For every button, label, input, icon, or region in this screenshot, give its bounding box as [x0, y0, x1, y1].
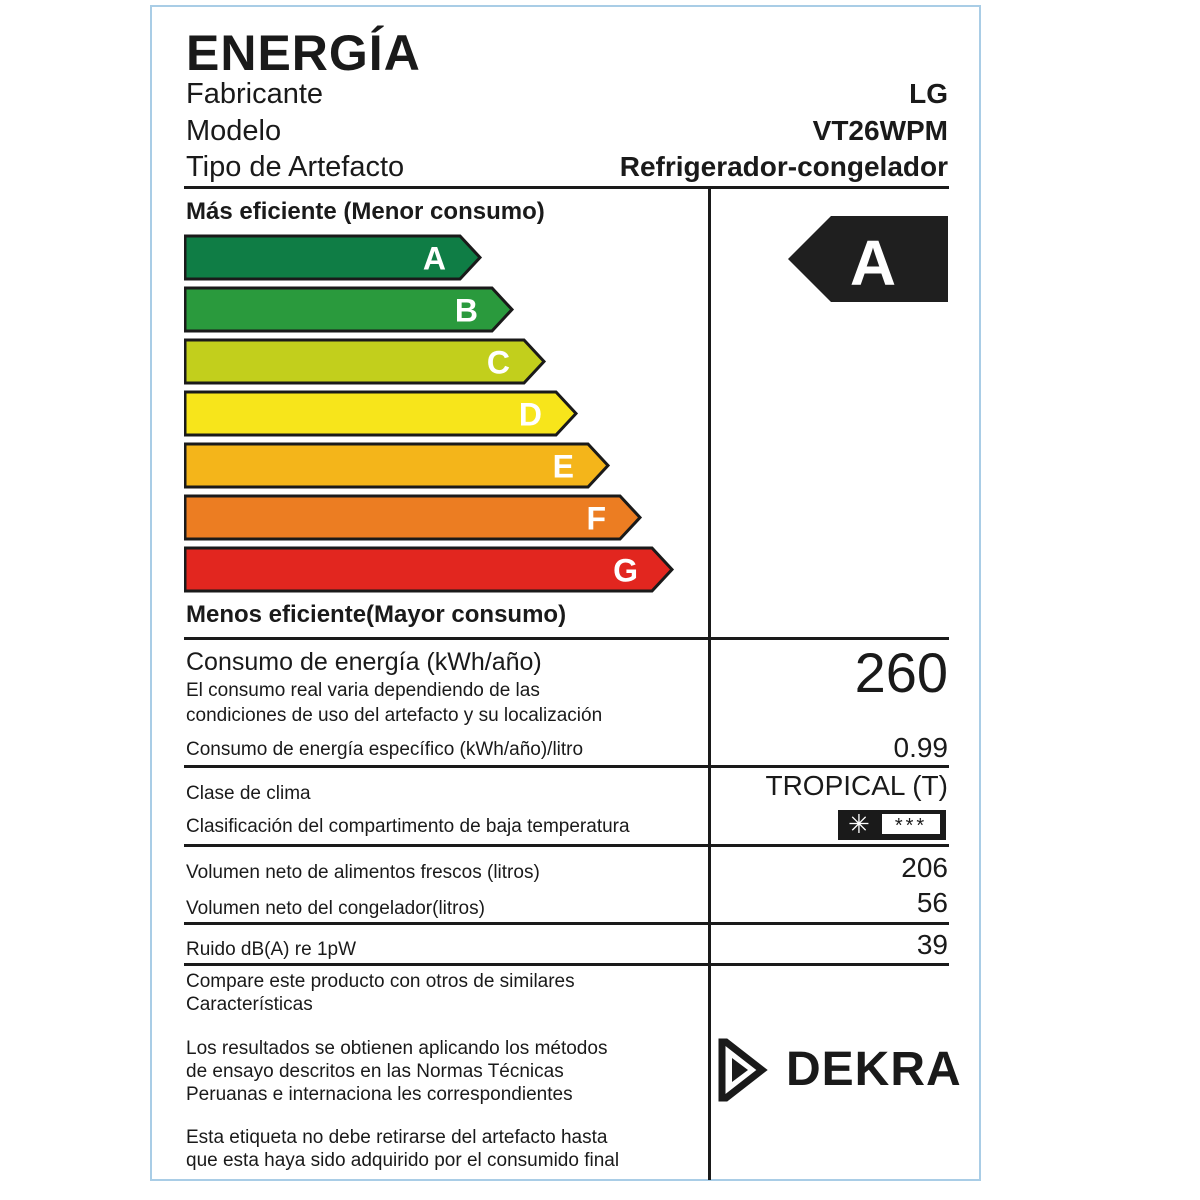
- efficiency-bars: [184, 234, 704, 596]
- results-text: [186, 1037, 686, 1106]
- scale-bottom-caption: Menos eficiente(Mayor consumo): [186, 601, 567, 628]
- freezer-stars: ***: [882, 814, 940, 834]
- noise-value: 39: [916, 929, 948, 960]
- appliance-type-label: Tipo de Artefacto: [186, 151, 405, 183]
- model-label: Modelo: [186, 115, 282, 147]
- divider-header: [184, 186, 949, 189]
- divider-climate: [184, 844, 949, 847]
- efficiency-bar-d: [185, 392, 576, 435]
- efficiency-letter-f: F: [586, 500, 606, 537]
- divider-scale: [184, 637, 949, 640]
- results-line3: Peruanas e internaciona les correspondientes: [186, 1084, 573, 1105]
- rating-letter: A: [849, 227, 897, 299]
- climate-class-value: TROPICAL (T): [765, 770, 948, 801]
- divider-noise: [184, 963, 949, 966]
- efficiency-letter-d: D: [518, 396, 542, 433]
- compare-line2: Características: [186, 994, 313, 1015]
- results-line1: Los resultados se obtienen aplicando los métodos: [186, 1038, 608, 1059]
- notice-line1: Esta etiqueta no debe retirarse del artefacto hasta: [186, 1127, 608, 1148]
- noise-label: Ruido dB(A) re 1pW: [186, 939, 357, 960]
- manufacturer-label: Fabricante: [186, 78, 324, 110]
- notice-line2: que esta haya sido adquirido por el consumido final: [186, 1150, 620, 1171]
- dekra-wordmark: DEKRA: [786, 1043, 962, 1096]
- column-divider: [708, 186, 711, 1180]
- results-line2: de ensayo descritos en las Normas Técnicas: [186, 1061, 564, 1082]
- scale-top-caption: Más eficiente (Menor consumo): [186, 198, 545, 225]
- consumption-note-line2: condiciones de uso del artefacto y su localización: [186, 705, 603, 726]
- consumption-note-line1: El consumo real varia dependiendo de las: [186, 680, 540, 701]
- efficiency-bar-e: [185, 444, 608, 487]
- freezer-rating-label: Clasificación del compartimento de baja temperatura: [186, 816, 630, 837]
- fresh-volume-value: 206: [901, 852, 948, 883]
- divider-consumption: [184, 765, 949, 768]
- notice-text: [186, 1126, 686, 1172]
- freezer-volume-value: 56: [916, 887, 948, 918]
- appliance-type-value: Refrigerador-congelador: [619, 151, 948, 182]
- specific-consumption-label: Consumo de energía específico (kWh/año)/litro: [186, 739, 584, 760]
- compare-line1: Compare este producto con otros de similares: [186, 971, 575, 992]
- efficiency-letter-e: E: [552, 448, 574, 485]
- efficiency-letter-a: A: [422, 240, 446, 277]
- efficiency-letter-b: B: [454, 292, 478, 329]
- efficiency-letter-g: G: [613, 552, 638, 589]
- manufacturer-value: LG: [909, 78, 948, 109]
- efficiency-bar-f: [185, 496, 640, 539]
- label-title: ENERGÍA: [186, 25, 421, 81]
- divider-volume: [184, 922, 949, 925]
- compare-text: [186, 970, 686, 1016]
- model-value: VT26WPM: [812, 115, 948, 146]
- dekra-mark-icon: [718, 1038, 770, 1102]
- snowflake-icon: ✳: [848, 809, 870, 839]
- specific-consumption-value: 0.99: [893, 732, 948, 763]
- climate-class-label: Clase de clima: [186, 783, 311, 804]
- freezer-star-rating: [838, 810, 946, 840]
- fresh-volume-label: Volumen neto de alimentos frescos (litros): [186, 862, 540, 883]
- consumption-label: Consumo de energía (kWh/año): [186, 648, 542, 676]
- efficiency-bar-g: [185, 548, 672, 591]
- efficiency-letter-c: C: [486, 344, 510, 381]
- consumption-value: 260: [854, 641, 948, 704]
- freezer-volume-label: Volumen neto del congelador(litros): [186, 898, 485, 919]
- rating-arrow: [788, 216, 950, 302]
- dekra-logo: [718, 1036, 962, 1102]
